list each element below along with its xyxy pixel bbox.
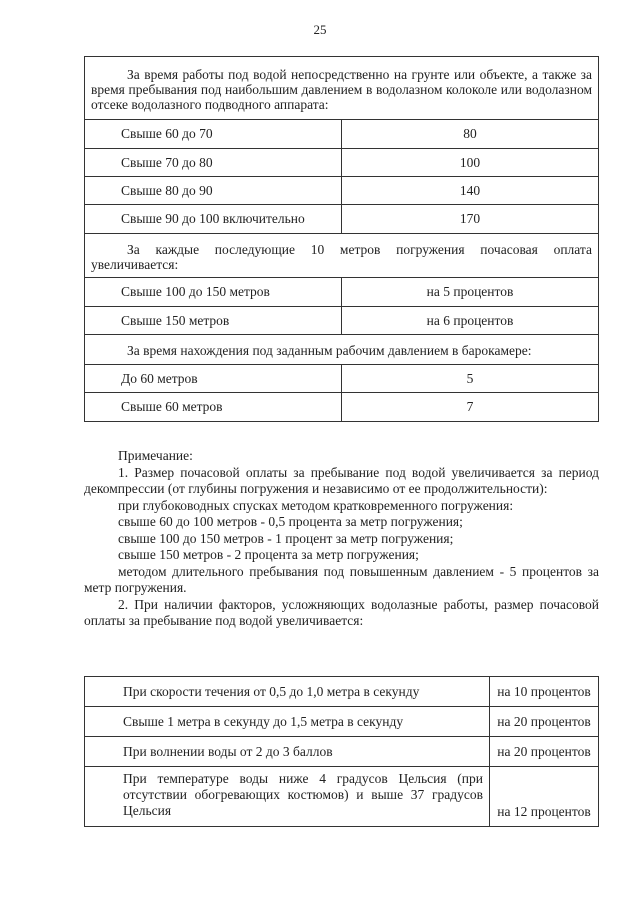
table-row [85, 707, 599, 737]
note-subitem: методом длительного пребывания под повышенным давлением - 5 процентов за метр погружения. [84, 563, 599, 595]
note-section [84, 448, 599, 630]
note-item-2: 2. При наличии факторов, усложняющих водолазные работы, размер почасовой оплаты за пребывание под водой увеличивается: [84, 596, 599, 628]
row-label: Свыше 60 метров [85, 393, 342, 422]
row-value: на 20 процентов [490, 737, 599, 767]
complicating-factors-table [84, 676, 599, 827]
table-row [85, 393, 599, 422]
row-label: При температуре воды ниже 4 градусов Цельсия (при отсутствии обогревающих костюмов) и выше 37 градусов Цельсия [85, 767, 490, 827]
row-value: на 10 процентов [490, 677, 599, 707]
table-row [85, 767, 599, 827]
table-header-each-10-meters: За каждые последующие 10 метров погружения почасовая оплата увеличивается: [85, 234, 599, 278]
row-value: 170 [342, 205, 599, 234]
table-row [85, 205, 599, 234]
row-value: на 5 процентов [342, 278, 599, 307]
note-subitem: свыше 60 до 100 метров - 0,5 процента за метр погружения; [118, 514, 463, 529]
page-number: 25 [313, 22, 327, 37]
table-row [85, 149, 599, 177]
table-row [85, 307, 599, 335]
note-subitem: при глубоководных спусках методом кратковременного погружения: [118, 497, 514, 513]
table-row [85, 677, 599, 707]
table-row [85, 120, 599, 149]
row-value: 100 [342, 149, 599, 177]
row-value: на 6 процентов [342, 307, 599, 335]
note-title: Примечание: [118, 448, 193, 463]
row-label: При волнении воды от 2 до 3 баллов [85, 737, 490, 767]
row-label: До 60 метров [85, 365, 342, 393]
note-subitem: свыше 100 до 150 метров - 1 процент за метр погружения; [118, 530, 454, 546]
note-item-1: 1. Размер почасовой оплаты за пребывание под водой увеличивается за период декомпрессии (от глубины погружения и независимо от ее продолжительности): [84, 464, 599, 496]
depth-pay-table [84, 56, 599, 422]
table-header-pressure-chamber: За время нахождения под заданным рабочим давлением в барокамере: [85, 335, 599, 365]
row-label: Свыше 80 до 90 [85, 177, 342, 205]
row-value: 80 [342, 120, 599, 149]
note-subitem: свыше 150 метров - 2 процента за метр погружения; [118, 547, 419, 562]
row-label: Свыше 90 до 100 включительно [85, 205, 342, 234]
row-label: Свыше 70 до 80 [85, 149, 342, 177]
table-header-underwater-work: За время работы под водой непосредственно на грунте или объекте, а также за время пребывания под наибольшим давлением в водолазном колоколе или водолазном отсеке водолазного подводного аппарата: [85, 57, 599, 120]
table-row [85, 278, 599, 307]
row-label: При скорости течения от 0,5 до 1,0 метра в секунду [85, 677, 490, 707]
table-row [85, 737, 599, 767]
row-label: Свыше 150 метров [85, 307, 342, 335]
row-label: Свыше 60 до 70 [85, 120, 342, 149]
row-label: Свыше 1 метра в секунду до 1,5 метра в секунду [85, 707, 490, 737]
row-value: 5 [342, 365, 599, 393]
row-value: на 20 процентов [490, 707, 599, 737]
row-value: на 12 процентов [490, 767, 599, 827]
row-value: 140 [342, 177, 599, 205]
table-row [85, 177, 599, 205]
table-row [85, 365, 599, 393]
row-value: 7 [342, 393, 599, 422]
row-label: Свыше 100 до 150 метров [85, 278, 342, 307]
